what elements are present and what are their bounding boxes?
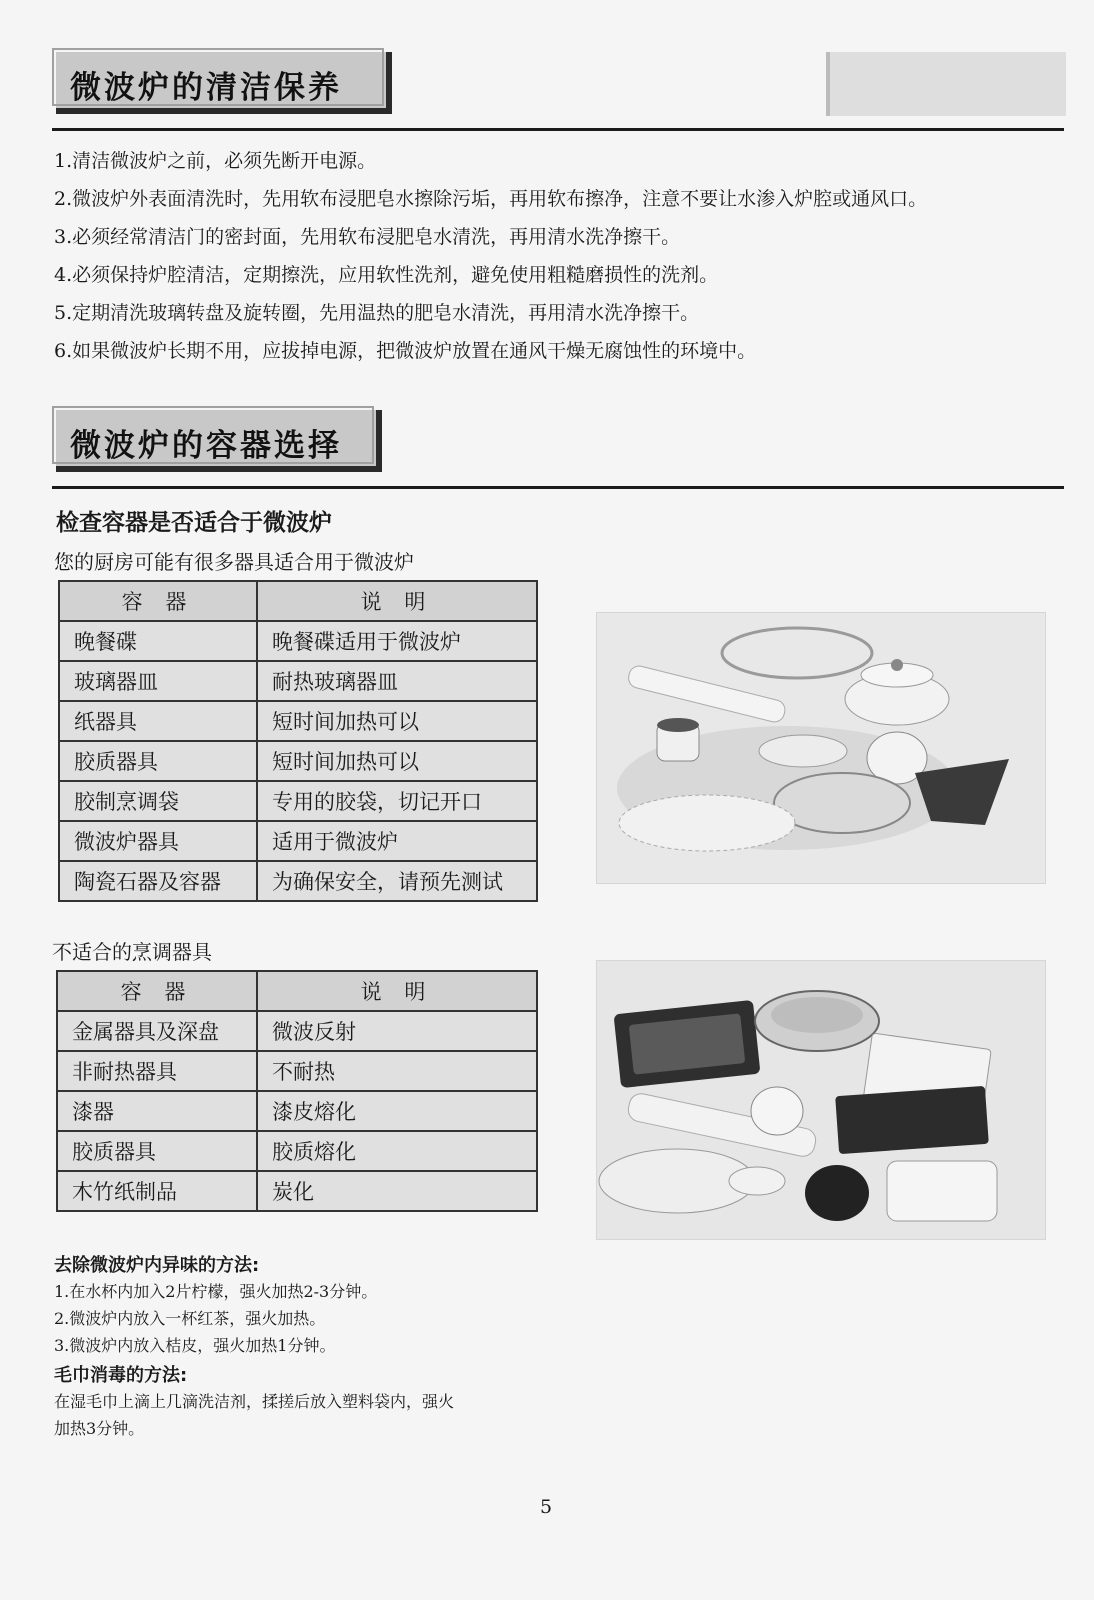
table-cell-description: 不耐热: [257, 1051, 537, 1091]
odor-removal-item: 2.微波炉内放入一杯红茶，强火加热。: [54, 1309, 326, 1328]
table-cell-container: 胶制烹调袋: [59, 781, 257, 821]
table-cell-description: 专用的胶袋，切记开口: [257, 781, 537, 821]
table-cell-description: 漆皮熔化: [257, 1091, 537, 1131]
section-banner-cleaning: [56, 52, 392, 114]
suitable-containers-table: [58, 580, 538, 902]
unsuitable-label: 不适合的烹调器具: [52, 940, 212, 964]
cleaning-item: 3.必须经常清洁门的密封面，先用软布浸肥皂水清洗，再用清水洗净擦干。: [54, 226, 681, 248]
table-cell-container: 非耐热器具: [57, 1051, 257, 1091]
table-row: [59, 821, 537, 861]
section-title-cleaning: 微波炉的清洁保养: [70, 70, 342, 106]
page-number: 5: [540, 1496, 553, 1518]
odor-removal-title: 去除微波炉内异味的方法:: [54, 1255, 260, 1276]
table-cell-container: 漆器: [57, 1091, 257, 1131]
cleaning-item: 1.清洁微波炉之前，必须先断开电源。: [54, 150, 377, 172]
odor-removal-item: 1.在水杯内加入2片柠檬，强火加热2-3分钟。: [54, 1282, 378, 1301]
towel-disinfection-title: 毛巾消毒的方法:: [54, 1365, 188, 1386]
table-cell-container: 微波炉器具: [59, 821, 257, 861]
table-cell-container: 玻璃器皿: [59, 661, 257, 701]
table-cell-container: 晚餐碟: [59, 621, 257, 661]
table-cell-container: 金属器具及深盘: [57, 1011, 257, 1051]
table-header-row: [59, 581, 537, 621]
table-cell-description: 适用于微波炉: [257, 821, 537, 861]
tableware-photo-top: [596, 612, 1046, 884]
towel-disinfection-line: 加热3分钟。: [54, 1419, 145, 1438]
table-cell-container: 胶质器具: [57, 1131, 257, 1171]
section-banner-containers: [56, 410, 382, 472]
cleaning-item: 6.如果微波炉长期不用，应拔掉电源，把微波炉放置在通风干燥无腐蚀性的环境中。: [54, 340, 757, 362]
table-header-description: 说 明: [257, 971, 537, 1011]
table-cell-container: 纸器具: [59, 701, 257, 741]
table-row: [57, 1131, 537, 1171]
unsuitable-containers-table: [56, 970, 538, 1212]
table-row: [57, 1011, 537, 1051]
tableware-illustration: [597, 613, 1045, 883]
table-row: [59, 701, 537, 741]
table-header-container: 容 器: [59, 581, 257, 621]
table-cell-description: 短时间加热可以: [257, 741, 537, 781]
containers-intro: 您的厨房可能有很多器具适合用于微波炉: [54, 550, 414, 574]
tableware-photo-bottom: [596, 960, 1046, 1240]
table-header-row: [57, 971, 537, 1011]
towel-disinfection-line: 在湿毛巾上滴上几滴洗洁剂，揉搓后放入塑料袋内，强火: [54, 1392, 455, 1411]
section-title-containers: 微波炉的容器选择: [70, 428, 342, 464]
tableware-illustration: [597, 961, 1045, 1239]
table-cell-description: 为确保安全，请预先测试: [257, 861, 537, 901]
section-divider: [52, 128, 1064, 131]
table-row: [59, 741, 537, 781]
table-row: [57, 1091, 537, 1131]
table-cell-container: 陶瓷石器及容器: [59, 861, 257, 901]
table-cell-container: 木竹纸制品: [57, 1171, 257, 1211]
table-header-container: 容 器: [57, 971, 257, 1011]
table-row: [59, 781, 537, 821]
table-cell-description: 晚餐碟适用于微波炉: [257, 621, 537, 661]
table-cell-description: 胶质熔化: [257, 1131, 537, 1171]
odor-removal-item: 3.微波炉内放入桔皮，强火加热1分钟。: [54, 1336, 336, 1355]
bleed-through-box: [826, 52, 1066, 116]
table-row: [59, 861, 537, 901]
table-cell-description: 微波反射: [257, 1011, 537, 1051]
table-row: [57, 1051, 537, 1091]
table-cell-container: 胶质器具: [59, 741, 257, 781]
table-cell-description: 短时间加热可以: [257, 701, 537, 741]
cleaning-item: 2.微波炉外表面清洗时，先用软布浸肥皂水擦除污垢，再用软布擦净，注意不要让水渗入炉腔或通风口。: [54, 188, 928, 210]
table-cell-description: 耐热玻璃器皿: [257, 661, 537, 701]
table-row: [59, 661, 537, 701]
cleaning-item: 4.必须保持炉腔清洁，定期擦洗，应用软性洗剂，避免使用粗糙磨损性的洗剂。: [54, 264, 719, 286]
containers-heading: 检查容器是否适合于微波炉: [56, 510, 332, 536]
table-row: [59, 621, 537, 661]
section-divider: [52, 486, 1064, 489]
cleaning-item: 5.定期清洗玻璃转盘及旋转圈，先用温热的肥皂水清洗，再用清水洗净擦干。: [54, 302, 700, 324]
table-header-description: 说 明: [257, 581, 537, 621]
table-row: [57, 1171, 537, 1211]
table-cell-description: 炭化: [257, 1171, 537, 1211]
